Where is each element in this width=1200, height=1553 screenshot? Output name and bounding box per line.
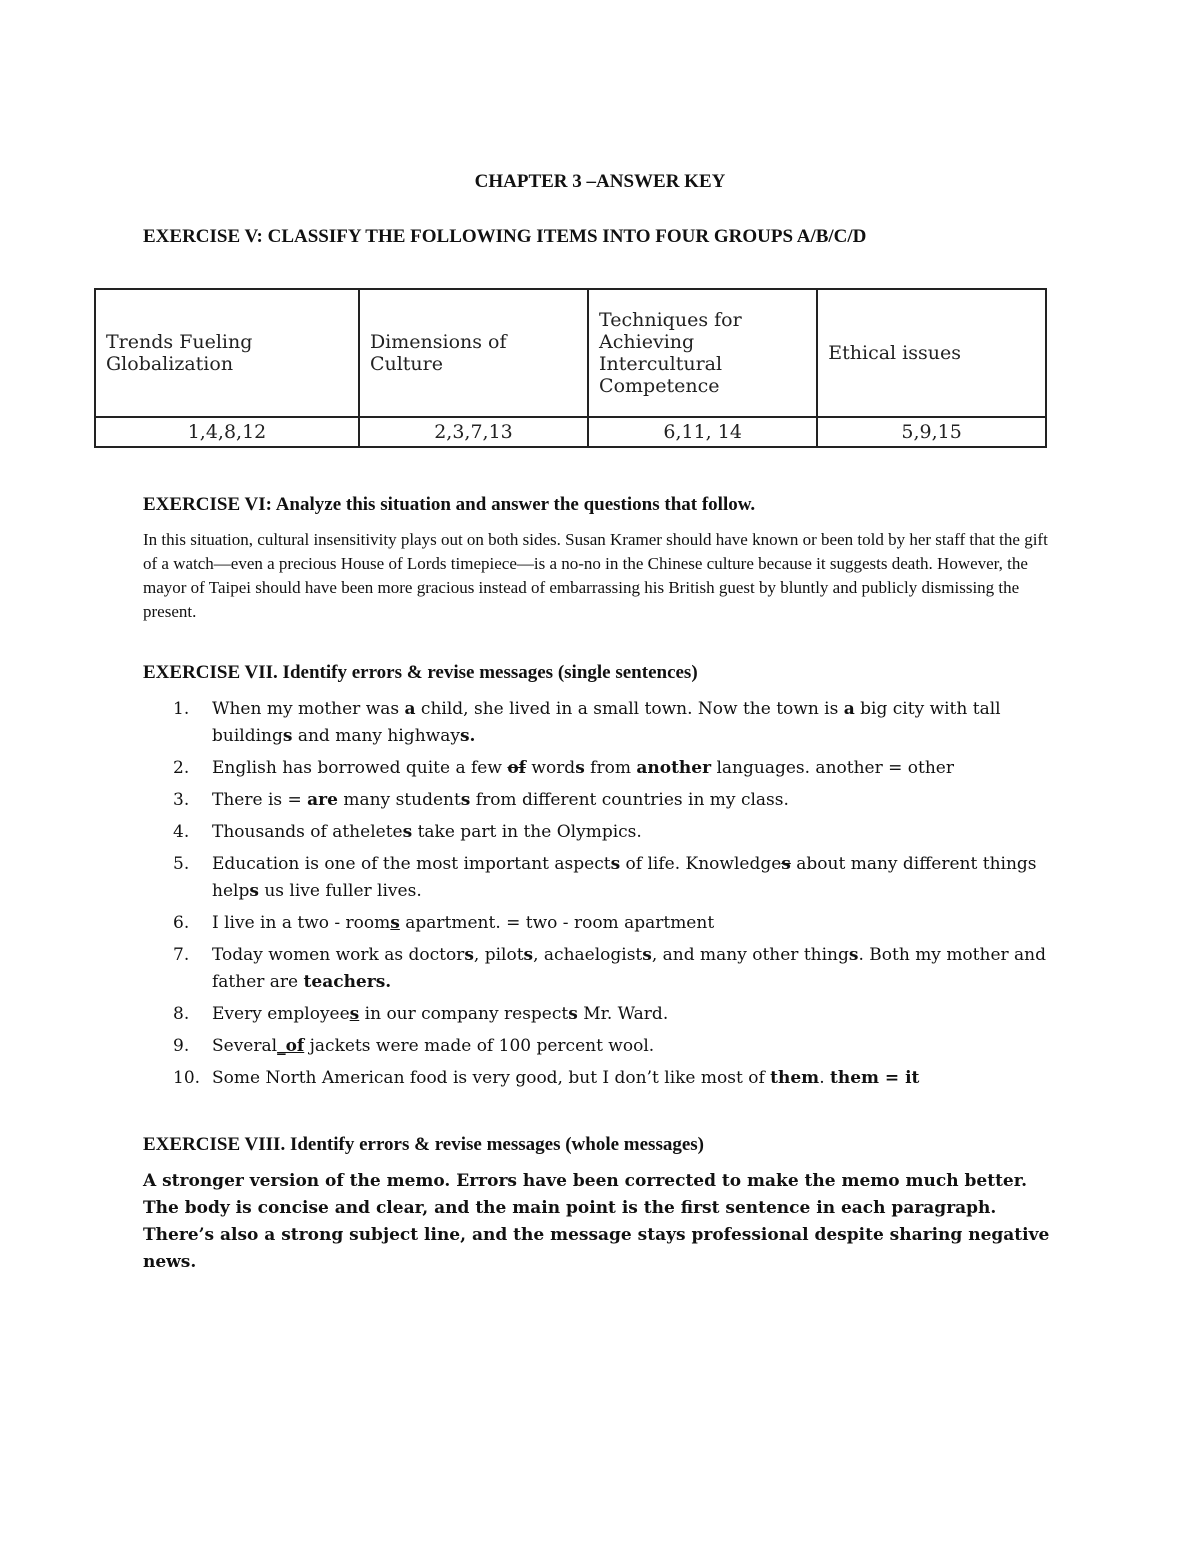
- list-item-text: them: [770, 1068, 820, 1088]
- table-value-cell: 5,9,15: [817, 417, 1046, 447]
- list-item-text: Every employee: [212, 1004, 350, 1024]
- list-item-text: s: [390, 913, 400, 933]
- page-title: CHAPTER 3 –ANSWER KEY: [474, 171, 726, 192]
- classification-table: [94, 288, 1047, 448]
- list-item-text: Thousands of athelete: [212, 822, 403, 842]
- list-item-text: . Both my mother and father are: [212, 945, 1047, 992]
- list-item-text: Several: [212, 1036, 278, 1056]
- list-item: [143, 942, 1058, 996]
- exercise-5-heading: EXERCISE V: CLASSIFY THE FOLLOWING ITEMS INTO FOUR GROUPS A/B/C/D: [143, 226, 867, 247]
- list-item-text: about many different things help: [212, 854, 1037, 901]
- list-item-text: s: [464, 945, 474, 965]
- list-item-number: 10.: [173, 1068, 201, 1088]
- list-item-text: There is =: [212, 790, 308, 810]
- list-item-text: apartment. = two - room apartment: [399, 913, 715, 933]
- list-item-text: of life. Knowledge: [620, 854, 782, 874]
- list-item-text: , achaelogist: [533, 945, 643, 965]
- list-item: [143, 755, 1058, 782]
- list-item-text: , pilot: [473, 945, 524, 965]
- list-item-text: many student: [337, 790, 461, 810]
- list-item-text: word: [525, 758, 576, 778]
- table-header-cell: Dimensions of Culture: [359, 289, 588, 417]
- list-item-number: 2.: [173, 758, 190, 778]
- list-item: [143, 1001, 1058, 1028]
- list-item-text: s: [402, 822, 413, 842]
- list-item-text: s: [282, 726, 293, 746]
- list-item-text: of: [507, 758, 526, 778]
- list-item-number: 1.: [173, 699, 190, 719]
- exercise-8-heading: EXERCISE VIII. Identify errors & revise messages (whole messages): [143, 1134, 704, 1155]
- exercise-6-paragraph: In this situation, cultural insensitivity plays out on both sides. Susan Kramer should have known or been told by her staff that the gift of a watch—even a precious House of Lords timepiece—is a no-no in the Chinese culture because it suggests death. However, the mayor of Taipei should have been more gracious instead of embarrassing his British guest by bluntly and publicly dismissing the present.: [143, 530, 1048, 621]
- list-item-text: s: [249, 881, 259, 901]
- list-item-text: , and many other thing: [651, 945, 849, 965]
- list-item-number: 7.: [173, 945, 190, 965]
- list-item-text: another: [636, 758, 712, 778]
- list-item: [143, 787, 1058, 814]
- list-item-text: a: [404, 699, 416, 719]
- list-item-text: take part in the Olympics.: [412, 822, 642, 842]
- list-item-text: s: [460, 790, 471, 810]
- table-value-cell: 1,4,8,12: [95, 417, 359, 447]
- table-value-cell: 2,3,7,13: [359, 417, 588, 447]
- list-item-text: from: [584, 758, 637, 778]
- list-item-text: s: [568, 1004, 578, 1024]
- list-item-text: and many highway: [292, 726, 460, 746]
- list-item-text: Mr. Ward.: [577, 1004, 669, 1024]
- list-item-text: from different countries in my class.: [470, 790, 789, 810]
- table-value-cell: 6,11, 14: [588, 417, 817, 447]
- list-item-text: big city with tall building: [212, 699, 1001, 746]
- list-item-number: 8.: [173, 1004, 190, 1024]
- list-item-text: teachers.: [303, 972, 392, 992]
- list-item-text: in our company respect: [359, 1004, 569, 1024]
- list-item-text: I live in a two - room: [212, 913, 391, 933]
- table-header-cell: Ethical issues: [817, 289, 1046, 417]
- list-item-number: 4.: [173, 822, 190, 842]
- list-item-text: s: [523, 945, 534, 965]
- list-item-text: Some North American food is very good, but I don’t like most of: [212, 1068, 771, 1088]
- list-item-text: s.: [459, 726, 476, 746]
- list-item-text: them = it: [830, 1068, 920, 1088]
- list-item-number: 5.: [173, 854, 190, 874]
- list-item-text: s: [848, 945, 859, 965]
- exercise-7-heading: EXERCISE VII. Identify errors & revise messages (single sentences): [143, 662, 698, 683]
- list-item-text: English has borrowed quite a few: [212, 758, 508, 778]
- list-item: [143, 819, 1058, 846]
- list-item: [143, 910, 1058, 937]
- list-item-text: languages. another = other: [711, 758, 954, 778]
- table-header-cell: Trends Fueling Globalization: [95, 289, 359, 417]
- list-item-text: Today women work as doctor: [212, 945, 465, 965]
- list-item-number: 6.: [173, 913, 190, 933]
- list-item-text: s: [575, 758, 585, 778]
- list-item-text: .: [819, 1068, 830, 1088]
- list-item-text: child, she lived in a small town. Now the town is: [415, 699, 844, 719]
- exercise-8-paragraph: A stronger version of the memo. Errors have been corrected to make the memo much better. The body is concise and clear, and the main point is the first sentence in each paragraph. There’s also a strong subject line, and the message stays professional despite sharing negative news.: [143, 1171, 1050, 1272]
- list-item-text: are: [307, 790, 338, 810]
- list-item: [143, 1033, 1058, 1060]
- list-item-text: s: [781, 854, 791, 874]
- exercise-6-heading: EXERCISE VI: Analyze this situation and answer the questions that follow.: [143, 494, 756, 515]
- list-item-number: 3.: [173, 790, 190, 810]
- table-header-cell: Techniques for Achieving Intercultural Competence: [588, 289, 817, 417]
- list-item-number: 9.: [173, 1036, 190, 1056]
- list-item-text: us live fuller lives.: [258, 881, 422, 901]
- list-item-text: a: [843, 699, 855, 719]
- list-item-text: _of: [277, 1036, 305, 1056]
- list-item-text: s: [610, 854, 621, 874]
- list-item-text: When my mother was: [212, 699, 405, 719]
- list-item-text: s: [642, 945, 652, 965]
- list-item: [143, 1065, 1058, 1092]
- exercise-7-list: [143, 696, 1058, 1097]
- list-item: [143, 851, 1058, 905]
- list-item-text: jackets were made of 100 percent wool.: [304, 1036, 655, 1056]
- list-item: [143, 696, 1058, 750]
- list-item-text: s: [349, 1004, 360, 1024]
- list-item-text: Education is one of the most important aspect: [212, 854, 611, 874]
